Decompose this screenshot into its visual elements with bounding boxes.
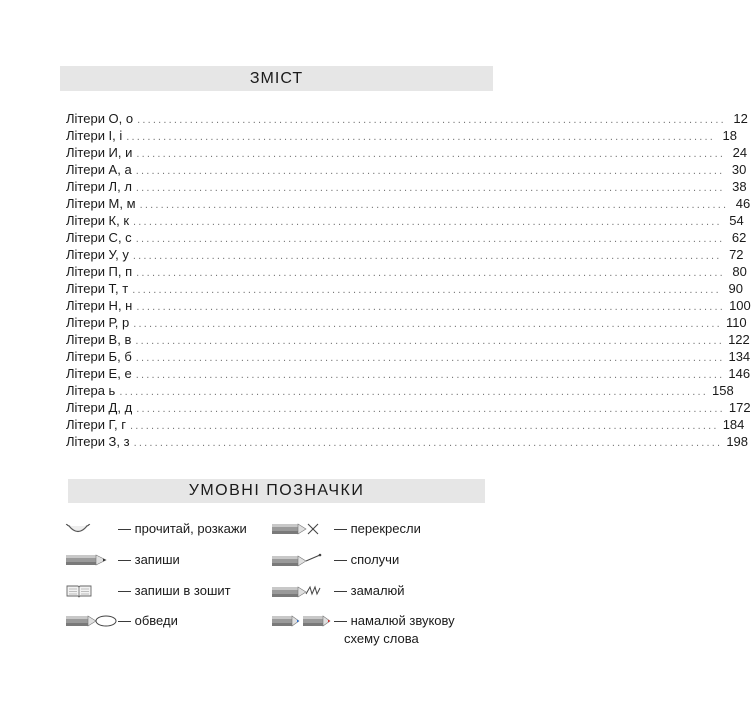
toc-leader: ................................................................................................................: [135, 335, 725, 347]
legend-item-label: — запиши: [118, 552, 180, 567]
toc-page-number: 122: [728, 332, 750, 347]
toc-page-number: 18: [722, 128, 737, 143]
toc-entry-title: Літери Р, р: [66, 315, 130, 330]
toc-page-number: 30: [731, 162, 747, 177]
toc-entry-title: Літери В, в: [66, 332, 132, 347]
legend-item-label: — перекресли: [334, 521, 421, 536]
pencil-outline-icon: [66, 612, 118, 630]
toc-leader: ................................................................................................................: [133, 216, 722, 228]
toc-page-number: 12: [733, 111, 748, 126]
toc-leader: ................................................................................................................: [133, 318, 722, 330]
legend-item-label: — замалюй: [334, 583, 405, 598]
toc-entry-title: Літери П, п: [66, 264, 133, 279]
toc-page-number: 146: [728, 366, 751, 381]
toc-entry-title: Літери О, о: [66, 111, 134, 126]
legend-item-label: — сполучи: [334, 552, 400, 567]
mouth-icon: [66, 520, 118, 538]
toc-leader: ................................................................................................................: [139, 199, 729, 211]
toc-page-number: 80: [732, 264, 747, 279]
toc-page-number: 72: [729, 247, 744, 262]
toc-page-number: 100: [729, 298, 751, 313]
pencil-scribble-icon: [272, 582, 334, 600]
legend-item-notebook: [66, 582, 231, 600]
pencil-icon: [66, 551, 118, 569]
toc-page-number: 54: [729, 213, 744, 228]
legend-item-label: [334, 612, 455, 648]
toc-entry-title: Літери Б, б: [66, 349, 132, 364]
legend-item-label: — обведи: [118, 613, 178, 628]
toc-heading: ЗМІСТ: [60, 66, 493, 91]
toc-page-number: 198: [726, 434, 749, 449]
toc-leader: ................................................................................................................: [133, 437, 723, 449]
pencils-color-icon: [272, 612, 334, 630]
toc-entry-title: Літери У, у: [66, 247, 129, 262]
toc-entry-title: Літери М, м: [66, 196, 136, 211]
toc-page-number: 38: [732, 179, 747, 194]
toc-entry-title: Літери С, с: [66, 230, 132, 245]
toc-entry-title: Літери К, к: [66, 213, 130, 228]
toc-leader: ................................................................................................................: [132, 284, 721, 296]
toc-page-number: 134: [728, 349, 751, 364]
toc-leader: ................................................................................................................: [135, 182, 725, 194]
toc-entry-title: Літери А, а: [66, 162, 132, 177]
toc-leader: ................................................................................................................: [132, 250, 722, 262]
notebook-icon: [66, 582, 118, 600]
toc-leader: ................................................................................................................: [135, 352, 725, 364]
toc-page-number: 46: [735, 196, 751, 211]
legend-item-cross-out: [272, 520, 421, 538]
toc-entry-title: Літери І, і: [66, 128, 123, 143]
legend-item-outline: [66, 612, 178, 630]
toc-page-number: 24: [732, 145, 748, 160]
toc-entry-title: Літери Л, л: [66, 179, 132, 194]
toc-entry-title: Літера ь: [66, 383, 116, 398]
legend-item-label-line1: — намалюй звукову: [334, 613, 455, 628]
toc-entry-title: Літери З, з: [66, 434, 130, 449]
toc-entry-title: Літери И, и: [66, 145, 133, 160]
toc-page-number: 62: [731, 230, 747, 245]
legend-item-color-in: [272, 582, 405, 600]
toc-leader: ................................................................................................................: [136, 301, 726, 313]
toc-leader: ................................................................................................................: [135, 369, 725, 381]
toc-leader: ................................................................................................................: [119, 386, 709, 398]
legend-item-read: [66, 520, 247, 538]
toc-leader: ................................................................................................................: [136, 403, 725, 415]
toc-entry-title: Літери Т, т: [66, 281, 129, 296]
toc-page-number: 158: [712, 383, 734, 398]
legend-item-connect: [272, 551, 399, 569]
toc-leader: ................................................................................................................: [136, 267, 725, 279]
legend-heading: УМОВНІ ПОЗНАЧКИ: [68, 479, 485, 503]
legend-item-sound-scheme: [272, 612, 455, 648]
toc-leader: ................................................................................................................: [136, 148, 726, 160]
toc-entry-title: Літери Г, г: [66, 417, 126, 432]
toc-leader: ................................................................................................................: [126, 131, 715, 143]
pencil-cross-icon: [272, 520, 334, 538]
toc-page-number: 184: [722, 417, 745, 432]
toc-leader: ................................................................................................................: [135, 233, 725, 245]
toc-entry-title: Літери Н, н: [66, 298, 133, 313]
pencil-line-icon: [272, 551, 334, 569]
toc-page-number: 90: [728, 281, 743, 296]
toc-page-number: 110: [725, 315, 747, 330]
toc-page-number: 172: [728, 400, 751, 415]
toc-leader: ................................................................................................................: [137, 114, 726, 126]
toc-leader: ................................................................................................................: [135, 165, 725, 177]
toc-leader: ................................................................................................................: [129, 420, 719, 432]
legend-item-write: [66, 551, 180, 569]
legend-item-label: — прочитай, розкажи: [118, 521, 247, 536]
legend-item-label: — запиши в зошит: [118, 583, 231, 598]
legend-item-label-line2: схему слова: [344, 631, 419, 646]
toc-entry-title: Літери Е, е: [66, 366, 132, 381]
toc-entry-title: Літери Д, д: [66, 400, 133, 415]
